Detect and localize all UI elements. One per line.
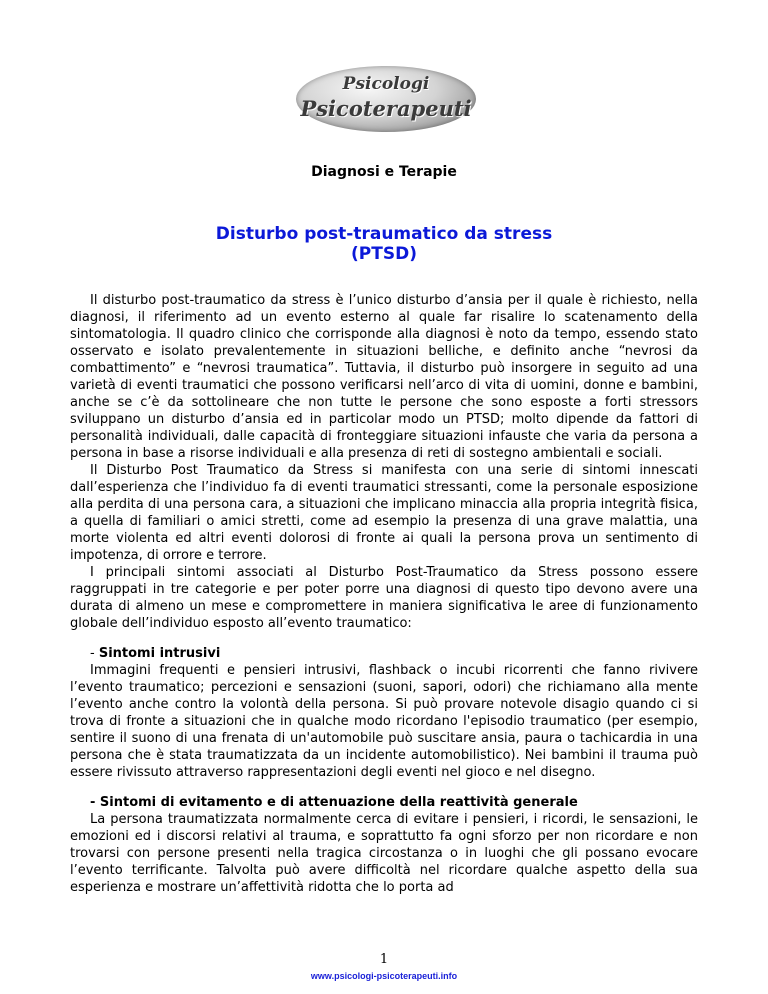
body-text (70, 292, 698, 896)
footer-url: www.psicologi-psicoterapeuti.info (310, 971, 458, 981)
logo-line-1: Psicologi (342, 74, 430, 94)
section-label: Diagnosi e Terapie (311, 164, 457, 180)
section-1-heading-text: Sintomi intrusivi (98, 646, 221, 661)
section-1-prefix: - (90, 646, 99, 661)
page-number: 1 (379, 952, 389, 967)
paragraph-1: Il disturbo post-traumatico da stress è l’unico disturbo d’ansia per il quale è richiesto, nella diagnosi, il riferimento ad un evento esterno al quale far risalire lo scatenamento della sintomatologia. Il quadro clinico che corrisponde alla diagnosi è noto da tempo, essendo stato osservato e isolato prevalentemente in situazioni belliche, e definito anche “nevrosi da combattimento” e “nevrosi traumatica”. Tuttavia, il disturbo può insorgere in seguito ad una varietà di eventi traumatici che possono verificarsi nell’arco di vita di uomini, donne e bambini, anche se c’è da sottolineare che non tutte le persone che sono esposte a forti stressors sviluppano un disturbo d’ansia ed in particolar modo un PTSD; molto dipende da fattori di personalità individuali, dalle capacità di fronteggiare situazioni infauste che varia da persona a persona in base a risorse individuali e alla presenza di reti di sostegno ambientali e sociali. (70, 293, 698, 461)
section-2-text: La persona traumatizzata normalmente cerca di evitare i pensieri, i ricordi, le sensazioni, le emozioni ed i discorsi relativi al trauma, e soprattutto fa ogni sforzo per non ricordare e non trovarsi con persone presenti nella tragica circostanza o in luoghi che gli possano evocare l’evento terrificante. Talvolta può avere difficoltà nel ricordare qualche aspetto della sua esperienza e mostrare un’affettività ridotta che lo porta ad (70, 812, 698, 895)
title-line-2: (PTSD) (351, 244, 417, 264)
section-2-heading-text: - Sintomi di evitamento e di attenuazione della reattività generale (90, 795, 578, 810)
section-1-heading (70, 645, 698, 662)
section-1-text: Immagini frequenti e pensieri intrusivi, flashback o incubi ricorrenti che fanno rivivere l’evento traumatico; percezioni e sensazioni (suoni, sapori, odori) che richiamano alla mente l’evento anche contro la volontà della persona. Si può provare notevole disagio quando ci si trova di fronte a situazioni che in qualche modo ricordano l'episodio traumatico (per esempio, sentire il suono di una frenata di un'automobile può suscitare ansia, paura o tachicardia in una persona che è stata traumatizzata da un incidente automobilistico). Nei bambini il trauma può essere rivissuto attraverso rappresentazioni degli eventi nel gioco e nel disegno. (70, 663, 698, 780)
paragraph-2: Il Disturbo Post Traumatico da Stress si manifesta con una serie di sintomi innescati dall’esperienza che l’individuo fa di eventi traumatici stressanti, come la personale esposizione alla perdita di una persona cara, a situazioni che implicano minaccia alla propria integrità fisica, a quella di familiari o amici stretti, come ad esempio la presenza di una grave malattia, una morte violenta ed altri eventi dolorosi di fronte ai quali la persona prova un sentimento di impotenza, di orrore e terrore. (70, 463, 698, 563)
page-title (0, 224, 768, 264)
logo (296, 66, 476, 132)
section-2-heading (70, 794, 698, 811)
title-line-1: Disturbo post-traumatico da stress (215, 224, 553, 244)
paragraph-3: I principali sintomi associati al Disturbo Post-Traumatico da Stress possono essere raggruppati in tre categorie e per poter porre una diagnosi di questo tipo devono avere una durata di almeno un mese e compromettere in maniera significativa le aree di funzionamento globale dell’individuo esposto all’evento traumatico: (70, 565, 698, 631)
logo-line-2: Psicoterapeuti (300, 96, 472, 121)
